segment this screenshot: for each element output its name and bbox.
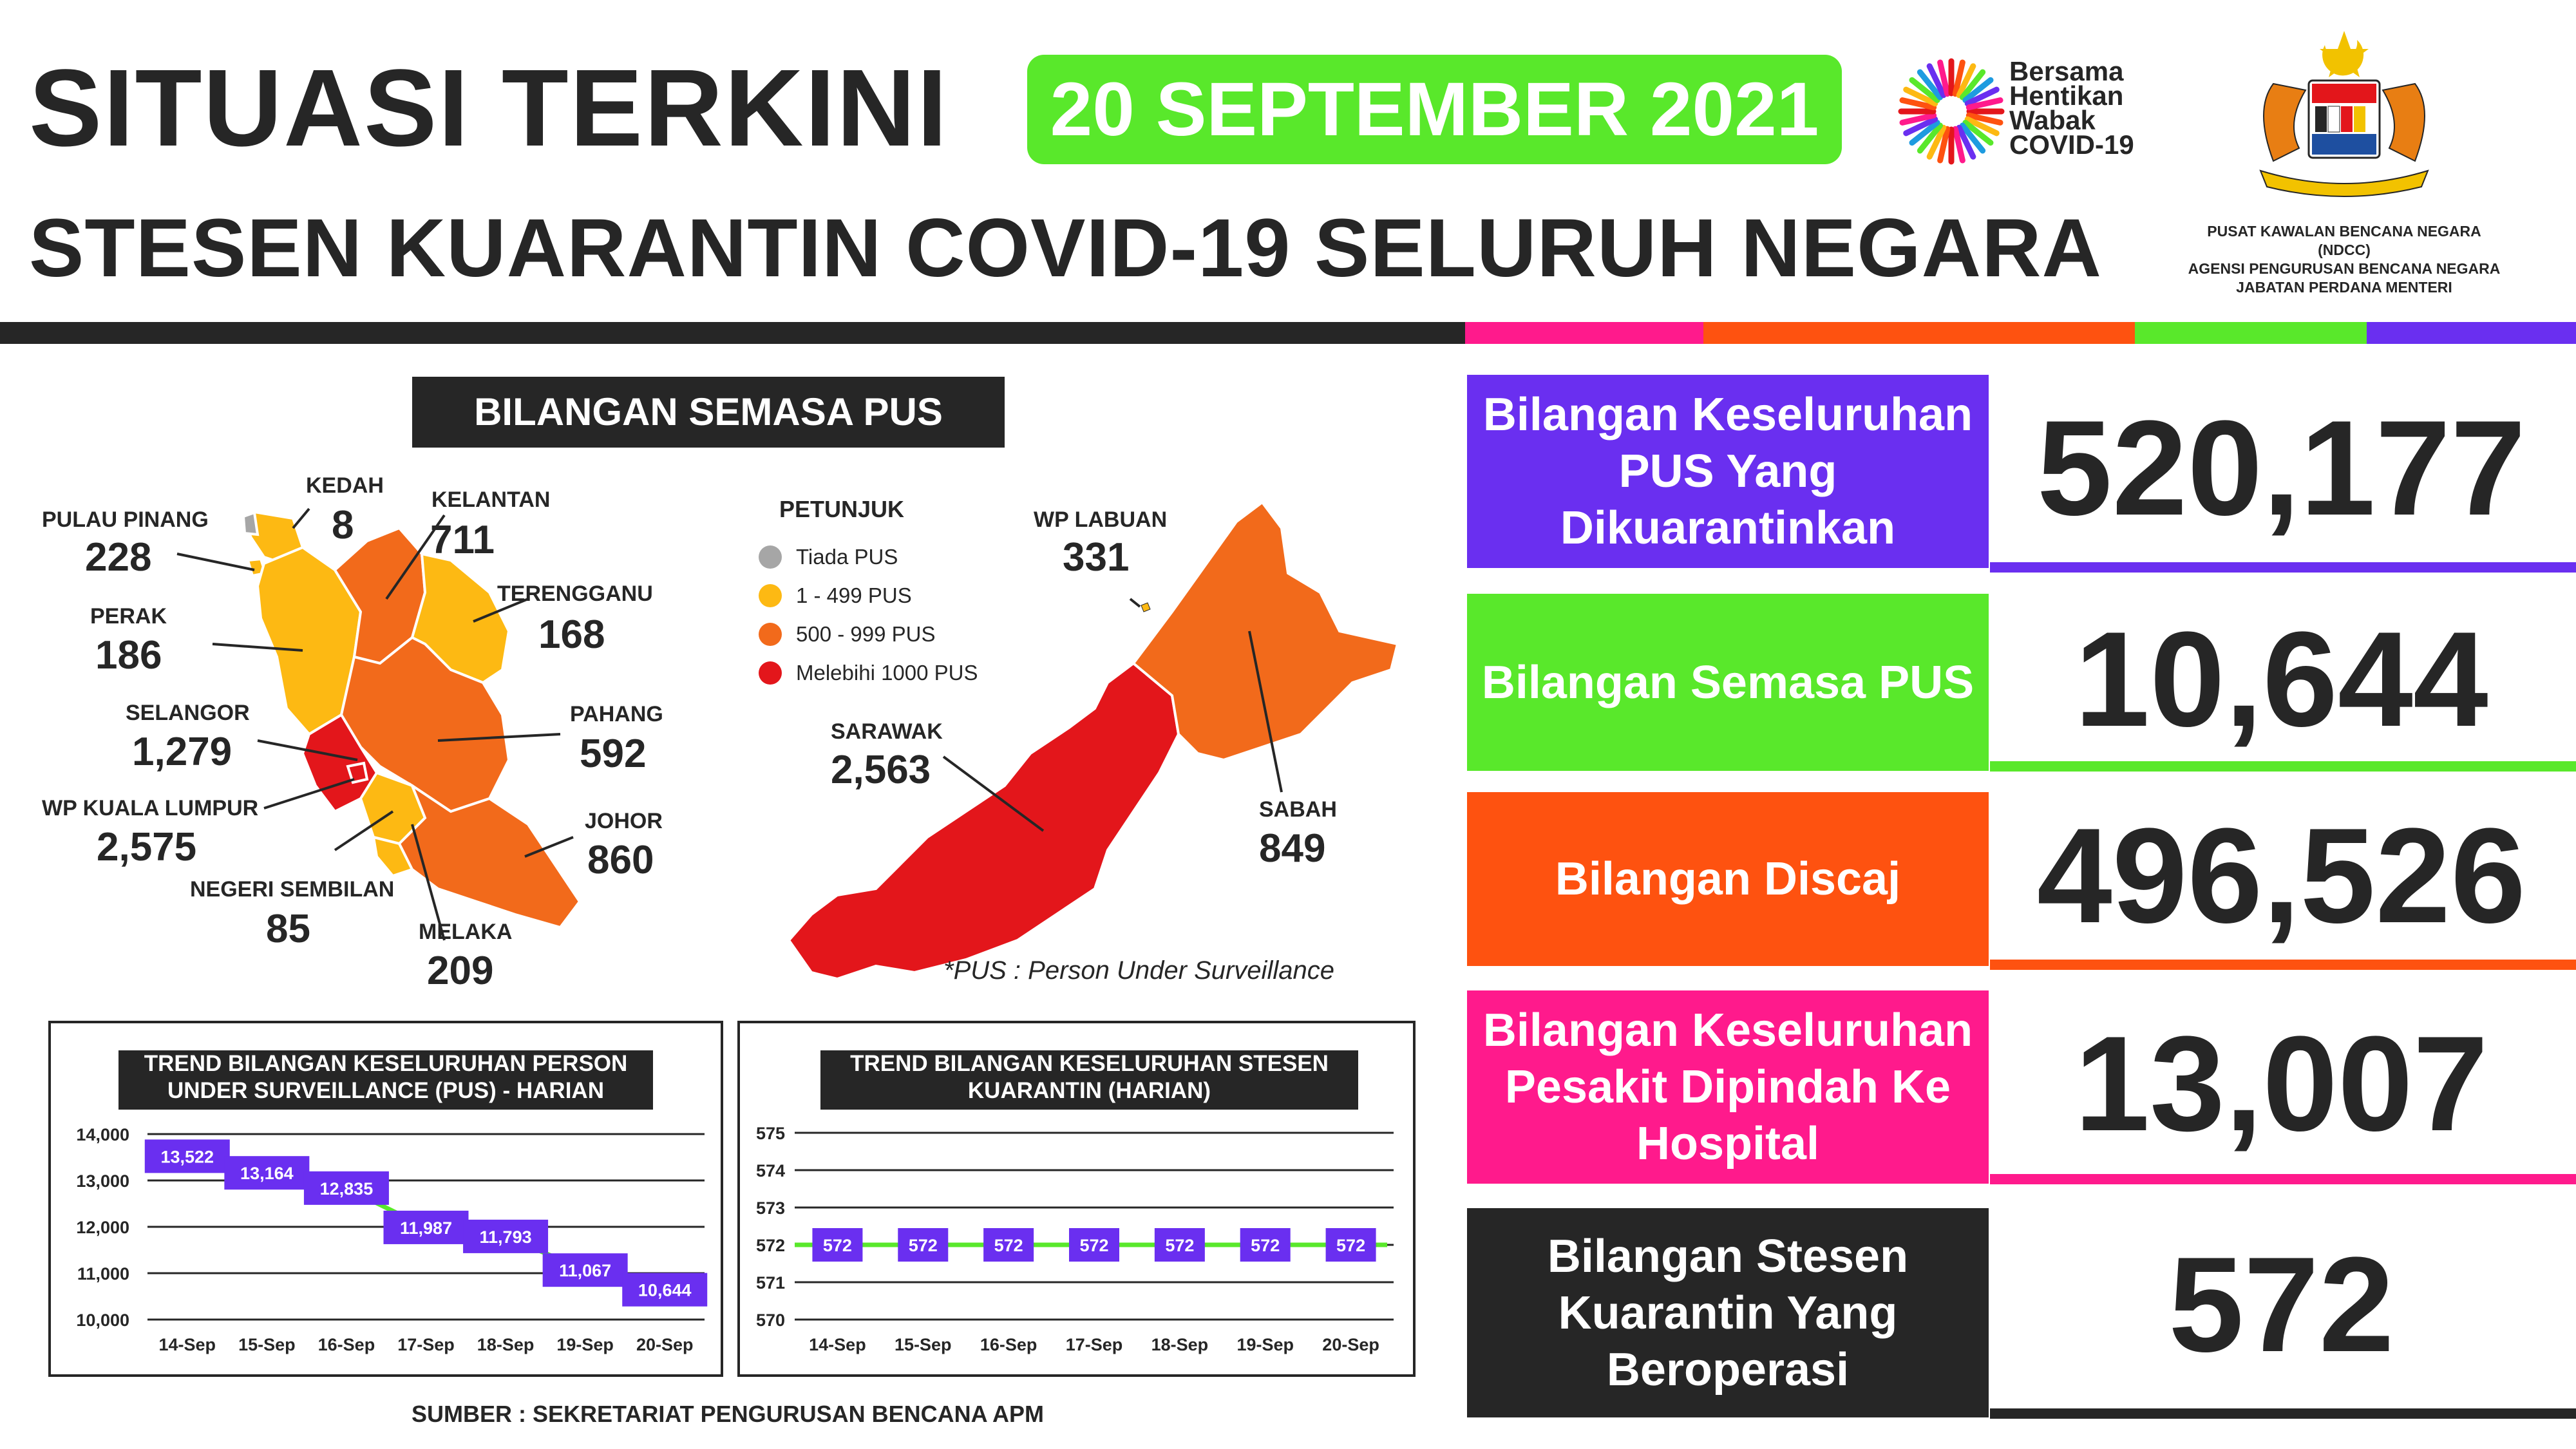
y-tick-label: 573 bbox=[755, 1198, 785, 1218]
label-pahang-value: 592 bbox=[580, 732, 647, 776]
stat-stations-value: 572 bbox=[2168, 1229, 2394, 1380]
stat-hospital-value: 13,007 bbox=[2074, 1008, 2488, 1159]
stat-stations-underline bbox=[1990, 1408, 2576, 1419]
x-tick-label: 20-Sep bbox=[1322, 1335, 1379, 1354]
label-terengganu-name: TERENGGANU bbox=[497, 582, 653, 606]
label-johor-value: 860 bbox=[587, 838, 654, 882]
label-pahang-name: PAHANG bbox=[570, 702, 663, 726]
stat-hospital-underline bbox=[1990, 1174, 2576, 1184]
divider-orange bbox=[1703, 322, 2135, 344]
stat-current-pus-label: Bilangan Semasa PUS bbox=[1467, 594, 1989, 771]
legend-label: Melebihi 1000 PUS bbox=[796, 661, 978, 685]
map-title: BILANGAN SEMASA PUS bbox=[412, 377, 1005, 448]
chart-pus-title-line-1: TREND BILANGAN KESELURUHAN PERSON bbox=[144, 1051, 628, 1076]
legend-item-high bbox=[759, 654, 978, 692]
chart-pus-title-line-2: UNDER SURVEILLANCE (PUS) - HARIAN bbox=[167, 1078, 604, 1103]
y-tick-label: 13,000 bbox=[76, 1171, 129, 1191]
data-label: 11,987 bbox=[399, 1218, 453, 1238]
x-tick-label: 15-Sep bbox=[238, 1335, 296, 1354]
divider-dark bbox=[0, 322, 1465, 344]
campaign-logo-icon bbox=[1897, 57, 2006, 166]
coat-of-arms-icon bbox=[2248, 26, 2441, 200]
label-kelantan-value: 711 bbox=[430, 518, 495, 562]
x-tick-label: 18-Sep bbox=[1151, 1335, 1209, 1354]
legend-label: 1 - 499 PUS bbox=[796, 583, 912, 607]
stat-total-pus-label: Bilangan Keseluruhan PUS Yang Dikuarantinkan bbox=[1467, 375, 1989, 568]
agency-text bbox=[2183, 222, 2505, 297]
y-tick-label: 575 bbox=[755, 1124, 785, 1143]
divider-purple bbox=[2367, 322, 2576, 344]
campaign-line-4: COVID-19 bbox=[2009, 129, 2134, 160]
label-sabah-name: SABAH bbox=[1259, 797, 1337, 822]
data-label: 572 bbox=[994, 1236, 1023, 1255]
legend-swatch-yellow bbox=[759, 584, 782, 607]
data-label: 572 bbox=[822, 1236, 852, 1255]
data-label: 572 bbox=[1079, 1236, 1109, 1255]
chart-station-title-line-1: TREND BILANGAN KESELURUHAN STESEN bbox=[850, 1051, 1329, 1076]
label-selangor-value: 1,279 bbox=[132, 730, 232, 774]
x-tick-label: 14-Sep bbox=[158, 1335, 216, 1354]
data-label: 572 bbox=[1251, 1236, 1280, 1255]
date-badge: 20 SEPTEMBER 2021 bbox=[1027, 55, 1842, 164]
y-tick-label: 10,000 bbox=[76, 1311, 129, 1330]
x-tick-label: 17-Sep bbox=[397, 1335, 455, 1354]
y-tick-label: 570 bbox=[755, 1311, 785, 1330]
chart-pus-svg bbox=[51, 1023, 721, 1374]
data-label: 12,835 bbox=[319, 1179, 374, 1198]
x-tick-label: 16-Sep bbox=[980, 1335, 1037, 1354]
y-tick-label: 574 bbox=[755, 1161, 785, 1180]
label-pulau-pinang-value: 228 bbox=[85, 535, 152, 580]
stat-stations-label: Bilangan Stesen Kuarantin Yang Beroperasi bbox=[1467, 1208, 1989, 1417]
x-tick-label: 19-Sep bbox=[1236, 1335, 1294, 1354]
footnote-pus: *PUS : Person Under Surveillance bbox=[943, 956, 1334, 985]
label-negeri-sembilan-name: NEGERI SEMBILAN bbox=[190, 877, 395, 902]
chart-station-trend bbox=[737, 1021, 1416, 1377]
label-sabah-value: 849 bbox=[1259, 826, 1326, 871]
agency-line-2: AGENSI PENGURUSAN BENCANA NEGARA bbox=[2188, 260, 2501, 277]
campaign-text bbox=[2009, 56, 2134, 160]
y-tick-label: 572 bbox=[755, 1236, 785, 1255]
label-sarawak-name: SARAWAK bbox=[831, 719, 943, 744]
campaign-line-1: Bersama bbox=[2009, 56, 2124, 86]
label-melaka-name: MELAKA bbox=[419, 920, 513, 944]
map-legend bbox=[759, 538, 978, 692]
label-kelantan-name: KELANTAN bbox=[431, 488, 551, 512]
legend-item-none bbox=[759, 538, 978, 576]
map-wp-labuan bbox=[1141, 603, 1150, 612]
x-tick-label: 17-Sep bbox=[1065, 1335, 1123, 1354]
x-tick-label: 15-Sep bbox=[895, 1335, 952, 1354]
label-sarawak-value: 2,563 bbox=[831, 748, 931, 792]
label-pulau-pinang-name: PULAU PINANG bbox=[42, 507, 209, 532]
source-note: SUMBER : SEKRETARIAT PENGURUSAN BENCANA APM bbox=[411, 1401, 1045, 1427]
stat-total-pus-value: 520,177 bbox=[2036, 392, 2526, 544]
divider-pink bbox=[1465, 322, 1703, 344]
label-terengganu-value: 168 bbox=[538, 612, 605, 657]
stat-total-pus-underline bbox=[1990, 562, 2576, 573]
chart-station-svg bbox=[740, 1023, 1413, 1374]
stat-discharge-value: 496,526 bbox=[2036, 800, 2526, 951]
label-wp-labuan-value: 331 bbox=[1063, 535, 1130, 580]
divider-green bbox=[2135, 322, 2367, 344]
label-perak-value: 186 bbox=[95, 633, 162, 677]
label-johor-name: JOHOR bbox=[585, 809, 663, 833]
data-label: 572 bbox=[908, 1236, 938, 1255]
campaign-line-2: Hentikan bbox=[2009, 80, 2124, 111]
data-label: 13,522 bbox=[160, 1147, 214, 1167]
map-johor bbox=[399, 786, 580, 927]
label-perak-name: PERAK bbox=[90, 604, 167, 629]
data-label: 572 bbox=[1165, 1236, 1195, 1255]
page-title: SITUASI TERKINI bbox=[29, 47, 949, 169]
legend-label: 500 - 999 PUS bbox=[796, 622, 936, 646]
label-negeri-sembilan-value: 85 bbox=[266, 907, 310, 951]
x-tick-label: 20-Sep bbox=[636, 1335, 694, 1354]
y-tick-label: 11,000 bbox=[77, 1264, 129, 1283]
data-label: 13,164 bbox=[240, 1164, 294, 1184]
label-kedah-value: 8 bbox=[332, 503, 354, 547]
x-tick-label: 14-Sep bbox=[809, 1335, 866, 1354]
legend-label: Tiada PUS bbox=[796, 545, 898, 569]
page-subtitle: STESEN KUARANTIN COVID-19 SELURUH NEGARA bbox=[29, 202, 2102, 294]
x-tick-label: 18-Sep bbox=[477, 1335, 535, 1354]
map-perlis bbox=[243, 513, 258, 535]
stat-discharge-underline bbox=[1990, 960, 2576, 970]
legend-swatch-grey bbox=[759, 545, 782, 569]
y-tick-label: 571 bbox=[755, 1273, 785, 1293]
data-label: 10,644 bbox=[638, 1280, 692, 1300]
x-tick-label: 16-Sep bbox=[317, 1335, 375, 1354]
map-sarawak bbox=[789, 663, 1179, 979]
stat-discharge-label: Bilangan Discaj bbox=[1467, 792, 1989, 966]
legend-item-mid bbox=[759, 615, 978, 654]
x-tick-label: 19-Sep bbox=[556, 1335, 614, 1354]
label-kedah-name: KEDAH bbox=[306, 473, 384, 498]
label-selangor-name: SELANGOR bbox=[126, 701, 250, 725]
legend-swatch-orange bbox=[759, 623, 782, 646]
stat-current-pus-value: 10,644 bbox=[2074, 603, 2488, 755]
chart-station-title-line-2: KUARANTIN (HARIAN) bbox=[967, 1078, 1211, 1103]
legend-item-low bbox=[759, 576, 978, 615]
label-melaka-value: 209 bbox=[427, 949, 494, 993]
stat-current-pus-underline bbox=[1990, 761, 2576, 772]
legend-swatch-red bbox=[759, 661, 782, 685]
legend-title: PETUNJUK bbox=[779, 496, 905, 522]
y-tick-label: 14,000 bbox=[76, 1125, 129, 1144]
data-label: 11,067 bbox=[559, 1261, 612, 1281]
label-wp-kl-name: WP KUALA LUMPUR bbox=[42, 796, 259, 820]
agency-line-3: JABATAN PERDANA MENTERI bbox=[2236, 279, 2452, 296]
y-tick-label: 12,000 bbox=[76, 1218, 129, 1237]
stat-hospital-label: Bilangan Keseluruhan Pesakit Dipindah Ke Hospital bbox=[1467, 990, 1989, 1184]
agency-line-1: PUSAT KAWALAN BENCANA NEGARA (NDCC) bbox=[2207, 223, 2481, 258]
data-label: 11,793 bbox=[479, 1227, 532, 1247]
label-wp-kl-value: 2,575 bbox=[97, 825, 197, 869]
chart-pus-trend bbox=[48, 1021, 723, 1377]
data-label: 572 bbox=[1336, 1236, 1366, 1255]
label-wp-labuan-name: WP LABUAN bbox=[1034, 507, 1168, 532]
campaign-line-3: Wabak bbox=[2009, 105, 2096, 135]
